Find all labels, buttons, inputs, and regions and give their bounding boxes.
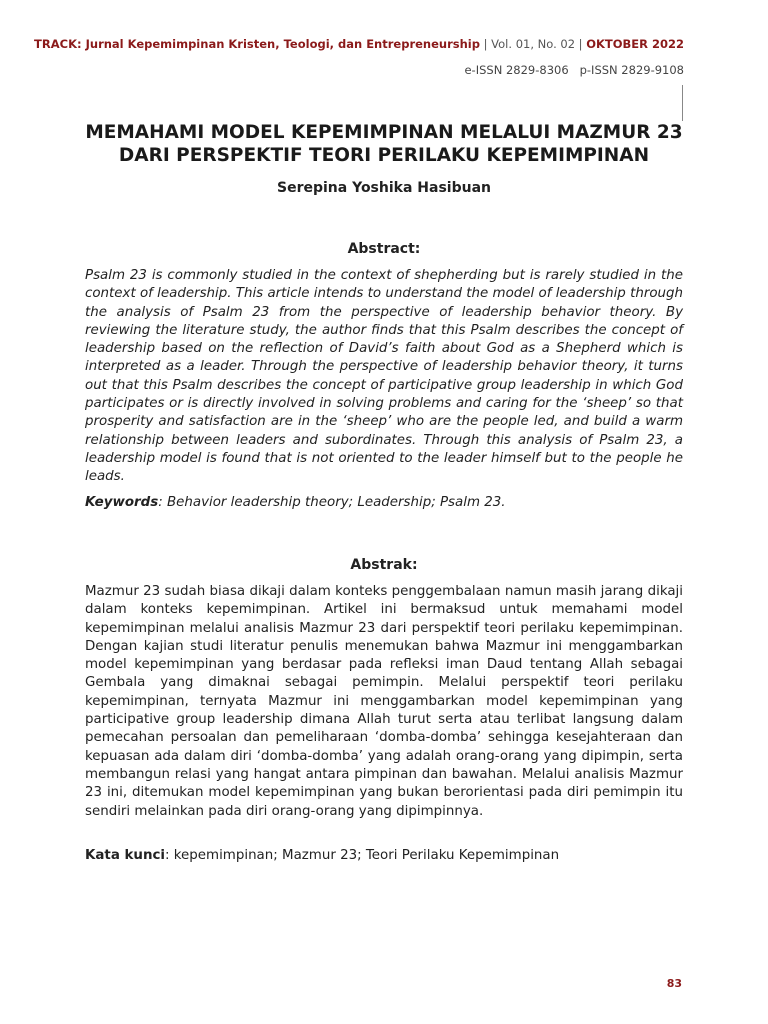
keywords-values: : Behavior leadership theory; Leadership; Psalm 23. <box>158 495 506 510</box>
header-rule <box>682 85 683 121</box>
abstrak-text: Mazmur 23 sudah biasa dikaji dalam konteks penggembalaan namun masih jarang dikaji dalam konteks kepemimpinan. Artikel ini bermaksud untuk memahami model kepemimpinan melalui analisis Mazmur 23 dari perspektif teori perilaku kepemimpinan. Dengan kajian studi literatur penulis menemukan bahwa Mazmur ini menggambarkan model kepemimpinan yang berdasar pada refleksi iman Daud tentang Allah sebagai Gembala yang dimaknai sebagai pemimpin. Melalui perspektif teori perilaku kepemimpinan, ternyata Mazmur ini menggambarkan model kepemimpinan yang participative group leadership dimana Allah turut serta atau terlibat langsung dalam pemecahan persoalan dan pemeliharaan ‘domba-domba’ sehingga kesejahteraan dan kepuasan ada dalam diri ‘domba-domba’ yang adalah orang-orang yang dipimpin, serta membangun relasi yang hangat antara pimpinan dan bawahan. Melalui analisis Mazmur 23 ini, ditemukan model kepemimpinan yang bukan berorientasi pada diri pemimpin itu sendiri melainkan pada diri orang-orang yang dipimpinnya. <box>85 584 683 819</box>
journal-name: TRACK: Jurnal Kepemimpinan Kristen, Teologi, dan Entrepreneurship <box>34 37 480 51</box>
abstrak-heading: Abstrak: <box>350 557 418 573</box>
kata-kunci-line <box>85 848 683 863</box>
journal-volume: Vol. 01, No. 02 <box>491 37 576 51</box>
kata-kunci-values: : kepemimpinan; Mazmur 23; Teori Perilaku Kepemimpinan <box>165 848 560 863</box>
keywords-label: Keywords <box>85 495 159 510</box>
journal-month: OKTOBER 2022 <box>586 37 684 51</box>
page-number: 83 <box>666 977 682 990</box>
abstract-text: Psalm 23 is commonly studied in the context of shepherding but is rarely studied in the context of leadership. This article intends to understand the model of leadership through the analysis of Psalm 23 from the perspective of leadership behavior theory. By reviewing the literature study, the author finds that this Psalm describes the concept of leadership based on the reflection of David’s faith about God as a Shepherd which is interpreted as a leader. Through the perspective of leadership behavior theory, it turns out that this Psalm describes the concept of participative group leadership in which God participates or is directly involved in solving problems and caring for the ‘sheep’ so that prosperity and satisfaction are in the ‘sheep’ who are the people led, and build a warm relationship between leaders and subordinates. Through this analysis of Psalm 23, a leadership model is found that is not oriented to the leader himself but to the people he leads. <box>85 268 683 485</box>
abstract-heading: Abstract: <box>347 241 421 257</box>
keywords-line <box>85 495 683 510</box>
article-title: MEMAHAMI MODEL KEPEMIMPINAN MELALUI MAZMUR 23 DARI PERSPEKTIF TEORI PERILAKU KEPEMIMPINAN <box>85 122 683 166</box>
article-author: Serepina Yoshika Hasibuan <box>277 180 491 196</box>
journal-header: TRACK: Jurnal Kepemimpinan Kristen, Teologi, dan Entrepreneurship | Vol. 01, No. 02 | OKTOBER 2022 <box>34 37 684 51</box>
kata-kunci-label: Kata kunci <box>85 848 166 863</box>
issn-line: e-ISSN 2829-8306 p-ISSN 2829-9108 <box>464 63 684 77</box>
